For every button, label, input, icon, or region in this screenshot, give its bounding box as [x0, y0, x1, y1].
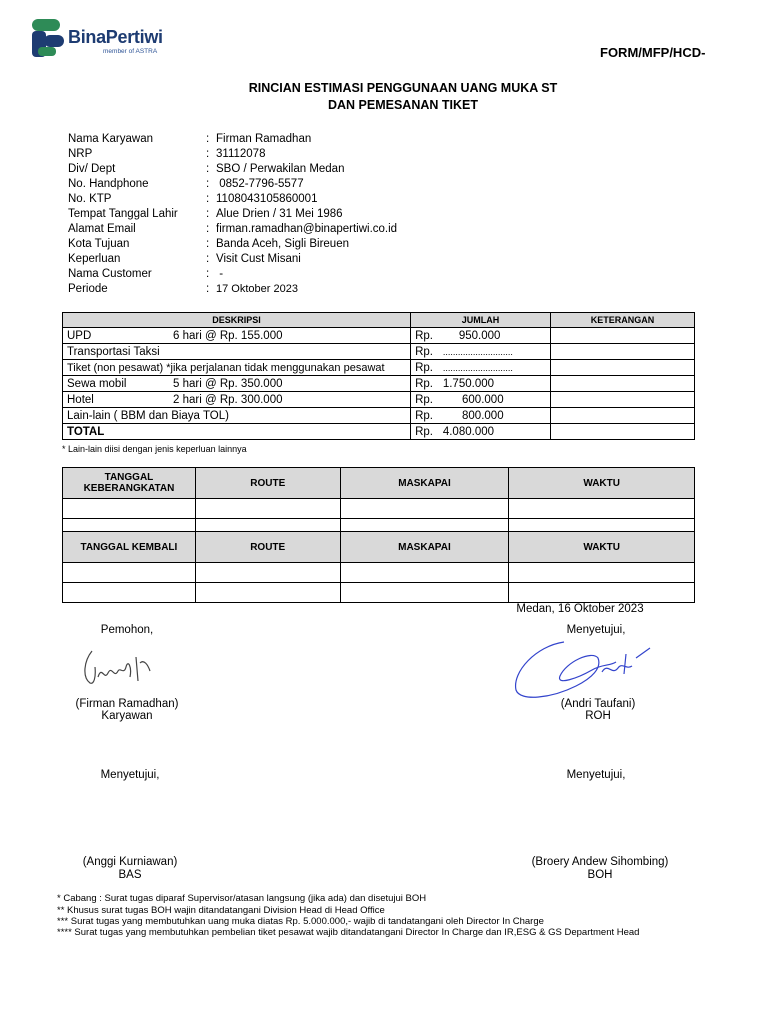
- row-amount: ............................: [439, 360, 551, 376]
- departure-table: [62, 467, 695, 539]
- approver3-role: BOH: [587, 869, 613, 881]
- info-label: No. Handphone: [68, 178, 149, 190]
- table-row: [63, 392, 695, 408]
- info-value: Banda Aceh, Sigli Bireuen: [216, 238, 349, 250]
- estimate-note: * Lain-lain diisi dengan jenis keperluan lainnya: [62, 444, 247, 454]
- row-rp: Rp.: [411, 328, 439, 344]
- header-maskapai: MASKAPAI: [340, 532, 509, 563]
- info-colon: :: [206, 253, 210, 265]
- table-row: [63, 499, 695, 519]
- row-rp: Rp.: [411, 360, 439, 376]
- row-rp: Rp.: [411, 392, 439, 408]
- document-title: RINCIAN ESTIMASI PENGGUNAAN UANG MUKA ST: [248, 81, 558, 95]
- cell: [340, 583, 509, 603]
- table-row: [63, 563, 695, 583]
- form-number: FORM/MFP/HCD-: [600, 45, 706, 60]
- total-amount: 4.080.000: [439, 424, 551, 440]
- cell: [195, 583, 340, 603]
- header-deskripsi: DESKRIPSI: [63, 313, 411, 328]
- cell: [195, 499, 340, 519]
- header-route: ROUTE: [195, 532, 340, 563]
- cell: [63, 563, 196, 583]
- table-row: [63, 376, 695, 392]
- row-desc-detail: 2 hari @ Rp. 300.000: [173, 393, 283, 406]
- table-row: [63, 360, 695, 376]
- row-note: [550, 344, 694, 360]
- info-value: Firman Ramadhan: [216, 133, 312, 145]
- header-waktu: WAKTU: [509, 532, 695, 563]
- header-tanggal-kembali: TANGGAL KEMBALI: [63, 532, 196, 563]
- info-value: SBO / Perwakilan Medan: [216, 163, 345, 175]
- row-desc-detail: 5 hari @ Rp. 350.000: [173, 377, 283, 390]
- row-desc: [63, 392, 411, 408]
- applicant-label: Pemohon,: [100, 624, 154, 636]
- row-amount: 950.000: [439, 328, 551, 344]
- cell: [509, 563, 695, 583]
- cell: [509, 499, 695, 519]
- approver2-role: BAS: [118, 869, 142, 881]
- total-label: TOTAL: [63, 424, 411, 440]
- cell: [63, 499, 196, 519]
- info-value: 1108043105860001: [216, 193, 318, 205]
- document-subtitle: DAN PEMESANAN TIKET: [327, 98, 478, 112]
- approver1-signature: [506, 632, 656, 704]
- info-label: Div/ Dept: [68, 163, 116, 175]
- row-rp: Rp.: [411, 408, 439, 424]
- approver1-name: (Andri Taufani): [560, 698, 636, 710]
- row-note: [550, 360, 694, 376]
- info-value: -: [216, 268, 224, 280]
- info-colon: :: [206, 133, 210, 145]
- brand-subtitle: member of ASTRA: [103, 48, 158, 55]
- table-header-row: [63, 313, 695, 328]
- row-amount: 1.750.000: [439, 376, 551, 392]
- row-desc: [63, 376, 411, 392]
- info-colon: :: [206, 178, 210, 190]
- row-rp: Rp.: [411, 376, 439, 392]
- info-value: 17 Oktober 2023: [216, 283, 298, 295]
- info-colon: :: [206, 268, 210, 280]
- total-row: [63, 424, 695, 440]
- row-rp: Rp.: [411, 344, 439, 360]
- cell: [509, 583, 695, 603]
- header-waktu: WAKTU: [509, 468, 695, 499]
- row-note: [550, 376, 694, 392]
- row-amount: 600.000: [439, 392, 551, 408]
- row-note: [550, 392, 694, 408]
- footnote: *** Surat tugas yang membutuhkan uang muka diatas Rp. 5.000.000,- wajib di tandatangani oleh Director In Charge: [57, 916, 544, 927]
- table-header-row: [63, 532, 695, 563]
- approver3-label: Menyetujui,: [566, 769, 626, 781]
- approver2-name: (Anggi Kurniawan): [82, 856, 178, 868]
- cell: [340, 563, 509, 583]
- cell: [340, 499, 509, 519]
- table-row: [63, 328, 695, 344]
- return-table: [62, 531, 695, 603]
- row-desc: Lain-lain ( BBM dan Biaya TOL): [63, 408, 411, 424]
- row-desc-label: Hotel: [67, 393, 94, 406]
- footnote: **** Surat tugas yang membutuhkan pembelian tiket pesawat wajib ditandatangani Director In Charge dan IR,ESG & GS Department Head: [57, 927, 640, 938]
- info-colon: :: [206, 208, 210, 220]
- info-label: NRP: [68, 148, 93, 160]
- info-colon: :: [206, 223, 210, 235]
- header-route: ROUTE: [195, 468, 340, 499]
- table-row: [63, 583, 695, 603]
- row-desc-label: Sewa mobil: [67, 377, 127, 390]
- info-colon: :: [206, 163, 210, 175]
- table-row: [63, 344, 695, 360]
- info-label: No. KTP: [68, 193, 112, 205]
- applicant-name: (Firman Ramadhan): [75, 698, 179, 710]
- header-maskapai: MASKAPAI: [340, 468, 509, 499]
- row-desc: [63, 328, 411, 344]
- applicant-signature: [78, 637, 158, 693]
- info-label: Tempat Tanggal Lahir: [68, 208, 178, 220]
- cell: [63, 583, 196, 603]
- footnote: ** Khusus surat tugas BOH wajin ditandatangani Division Head di Head Office: [57, 905, 385, 916]
- total-rp: Rp.: [411, 424, 439, 440]
- info-label: Kota Tujuan: [68, 238, 130, 250]
- info-value: 0852-7796-5577: [216, 178, 304, 190]
- approver1-role: ROH: [585, 710, 611, 722]
- place-date: Medan, 16 Oktober 2023: [516, 603, 644, 615]
- info-colon: :: [206, 148, 210, 160]
- approver1-label: Menyetujui,: [566, 624, 626, 636]
- row-desc: Tiket (non pesawat) *jika perjalanan tidak menggunakan pesawat: [63, 360, 411, 376]
- info-label: Keperluan: [68, 253, 121, 265]
- info-colon: :: [206, 283, 210, 295]
- info-label: Nama Customer: [68, 268, 152, 280]
- applicant-role: Karyawan: [101, 710, 153, 722]
- brand-name: BinaPertiwi: [68, 27, 163, 47]
- row-amount: ............................: [439, 344, 551, 360]
- info-colon: :: [206, 193, 210, 205]
- footnote: * Cabang : Surat tugas diparaf Supervisor/atasan langsung (jika ada) dan disetujui BOH: [57, 893, 427, 904]
- row-desc-label: UPD: [67, 329, 92, 342]
- info-value: firman.ramadhan@binapertiwi.co.id: [216, 223, 398, 235]
- row-amount: 800.000: [439, 408, 551, 424]
- row-desc-detail: 6 hari @ Rp. 155.000: [173, 329, 283, 342]
- table-row: [63, 408, 695, 424]
- header-tanggal-keberangkatan: TANGGAL KEBERANGKATAN: [63, 468, 196, 499]
- info-label: Nama Karyawan: [68, 133, 154, 145]
- approver2-label: Menyetujui,: [100, 769, 160, 781]
- total-note: [550, 424, 694, 440]
- row-note: [550, 328, 694, 344]
- header-jumlah: JUMLAH: [411, 313, 551, 328]
- info-colon: :: [206, 238, 210, 250]
- header-keterangan: KETERANGAN: [550, 313, 694, 328]
- info-value: Visit Cust Misani: [216, 253, 301, 265]
- cell: [195, 563, 340, 583]
- row-desc: Transportasi Taksi: [63, 344, 411, 360]
- info-value: Alue Drien / 31 Mei 1986: [216, 208, 343, 220]
- info-label: Periode: [68, 283, 108, 295]
- table-header-row: [63, 468, 695, 499]
- info-value: 31112078: [216, 148, 266, 160]
- row-note: [550, 408, 694, 424]
- estimate-table: [62, 312, 695, 440]
- info-label: Alamat Email: [68, 223, 136, 235]
- approver3-name: (Broery Andew Sihombing): [531, 856, 669, 868]
